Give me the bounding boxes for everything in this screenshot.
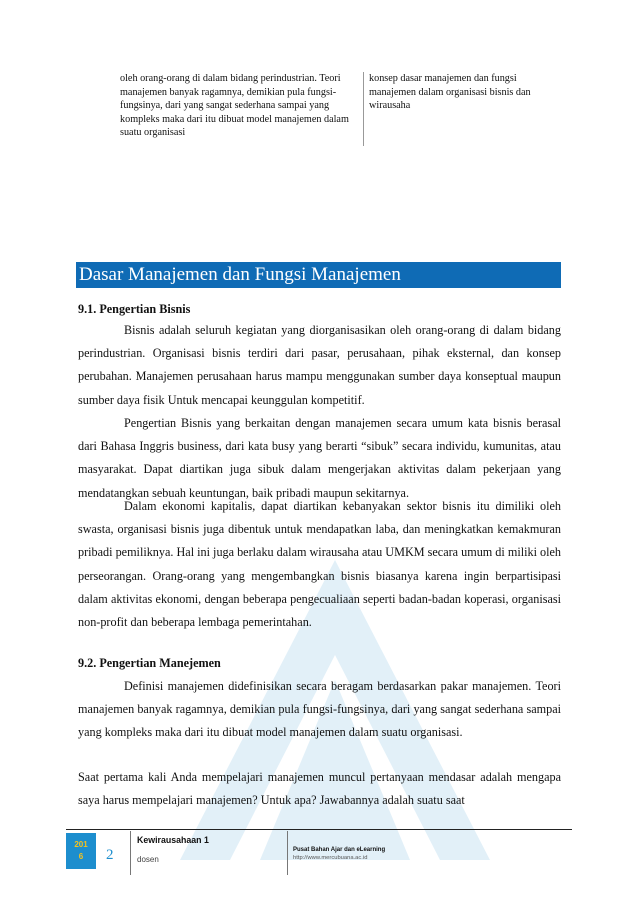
footer-divider (287, 831, 288, 875)
year-line-1: 201 (74, 840, 88, 849)
section-title-manajemen: 9.2. Pengertian Manejemen (78, 656, 221, 670)
paragraph: Bisnis adalah seluruh kegiatan yang diorganisasikan oleh orang-orang di dalam bidang perindustrian. Organisasi bisnis terdiri dari pasar, perusahaan, pihak eksternal, dan konsep perubahan. Manajemen perusahaan harus mampu menggunakan sumber daya konseptual maupun sumber daya fisik Untuk mencapai keunggulan kompetitif. (78, 323, 561, 407)
year-badge (66, 833, 96, 869)
summary-table-left-cell: oleh orang-orang di dalam bidang perindustrian. Teori manajemen banyak ragamnya, demikian pula fungsi-fungsinya, dari yang sangat sederhana sampai yang kompleks maka dari itu dibuat model manajemen dalam suatu organisasi (120, 73, 349, 138)
footer-rule (66, 829, 572, 830)
center-url[interactable]: http://www.mercubuana.ac.id (293, 855, 368, 861)
page-number: 2 (106, 847, 114, 863)
paragraph: Saat pertama kali Anda mempelajari manajemen muncul pertanyaan mendasar adalah mengapa saya harus mempelajari manajemen? Untuk apa? Jawabannya adalah suatu saat (78, 770, 561, 808)
summary-table-right-cell: konsep dasar manajemen dan fungsi manajemen dalam organisasi bisnis dan wirausaha (369, 73, 531, 111)
course-title: Kewirausahaan 1 (137, 835, 209, 845)
year-line-2: 6 (78, 852, 84, 861)
section-title-bisnis: 9.1. Pengertian Bisnis (78, 302, 191, 316)
page-footer (66, 829, 572, 877)
paragraph: Definisi manajemen didefinisikan secara beragam berdasarkan pakar manajemen. Teori manajemen banyak ragamnya, demikian pula fungsi-fungsinya, dari yang sangat sederhana sampai yang kompleks maka dari itu dibuat model manajemen dalam suatu organisasi. (78, 679, 561, 740)
summary-table (110, 72, 562, 146)
chapter-heading: Dasar Manajemen dan Fungsi Manajemen (76, 262, 561, 288)
course-subtitle: dosen (137, 855, 159, 864)
center-title: Pusat Bahan Ajar dan eLearning (293, 847, 386, 853)
paragraph: Pengertian Bisnis yang berkaitan dengan manajemen secara umum kata bisnis berasal dari Bahasa Inggris business, dari kata busy yang berarti “sibuk” secara individu, kumunitas, atau masyarakat. Dapat diartikan juga sibuk dalam mengerjakan aktivitas dalam pekerjaan yang mendatangkan sebuah keuntungan, baik pribadi maupun sekitarnya. (78, 416, 561, 500)
footer-divider (130, 831, 131, 875)
table-divider (363, 72, 364, 146)
paragraph: Dalam ekonomi kapitalis, dapat diartikan kebanyakan sektor bisnis itu dimiliki oleh swasta, organisasi bisnis juga dibentuk untuk mendapatkan laba, dan meningkatkan kemakmuran pribadi pemiliknya. Hal ini juga berlaku dalam wirausaha atau UMKM secara umum di miliki oleh perseorangan. Orang-orang yang mengembangkan bisnis biasanya karena ingin berpartisipasi dalam aktivitas ekonomi, dengan beberapa pengecualiaan seperti badan-badan koperasi, organisasi non-profit dan beberapa lembaga pemerintahan. (78, 499, 561, 630)
